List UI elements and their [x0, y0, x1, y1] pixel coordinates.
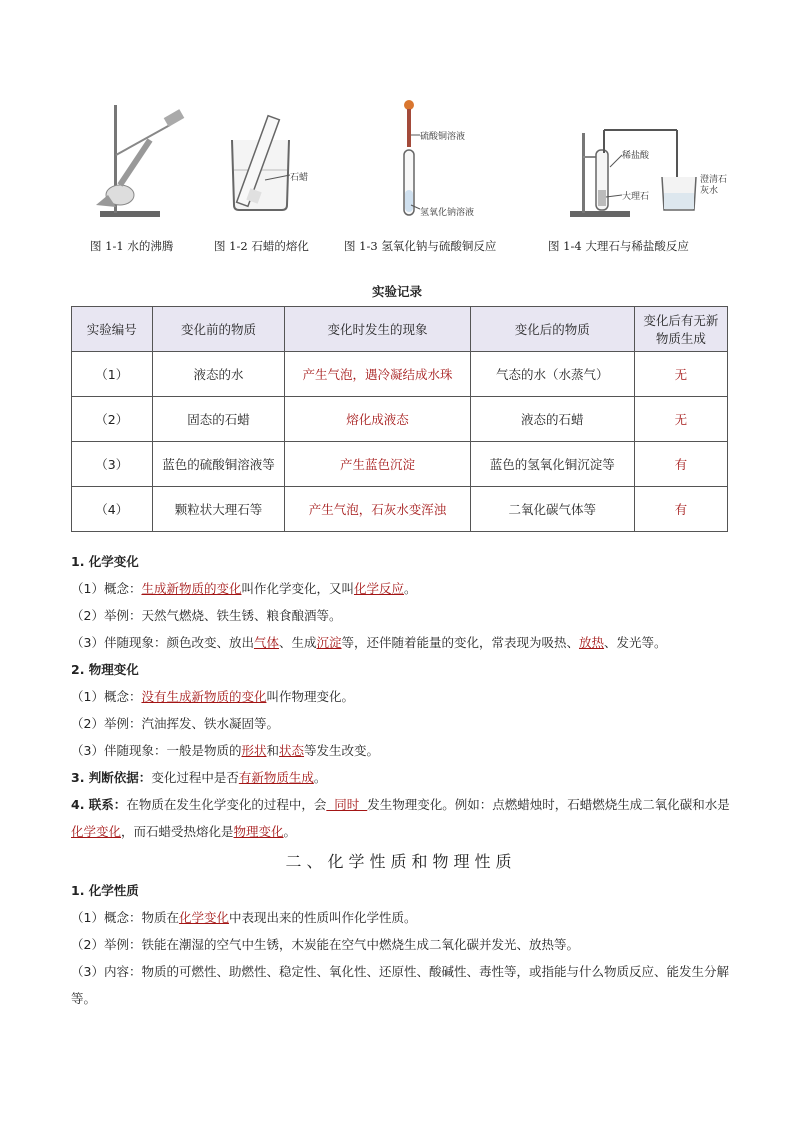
section-title-properties: 二、化学性质和物理性质: [285, 852, 517, 871]
cell-phenomenon: 熔化成液态: [285, 397, 470, 442]
beaker-illustration: [220, 95, 340, 220]
marble-label: 大理石: [622, 192, 650, 202]
caption-fig2: 图 1-2 石蜡的熔化: [214, 239, 309, 253]
figure-paraffin: [220, 95, 340, 225]
caption-fig1: 图 1-1 水的沸腾: [90, 239, 174, 253]
header-after: 变化后的物质: [470, 307, 634, 352]
table-row: [72, 397, 728, 442]
figure-marble-acid: [562, 95, 732, 225]
section-physical-change-title: 2. 物理变化: [71, 662, 139, 677]
table-row: [72, 442, 728, 487]
limewater-label: 澄清石灰水: [700, 175, 728, 196]
figure-strip: [80, 95, 730, 225]
experiment-table: [71, 306, 728, 532]
table-row: [72, 352, 728, 397]
cell-new-substance: 有: [634, 487, 727, 532]
section-chemical-change-title: 1. 化学变化: [71, 554, 139, 569]
chemical-change-phenomena: （3）伴随现象：颜色改变、放出气体、生成沉淀等，还伴随着能量的变化，常表现为吸热、放热、发光等。: [71, 635, 667, 650]
header-phenomenon: 变化时发生的现象: [285, 307, 470, 352]
header-id: 实验编号: [72, 307, 153, 352]
cuso4-label: 硫酸铜溶液: [420, 132, 466, 142]
figure-boiling-water: [80, 95, 210, 225]
cell-id: （3）: [72, 442, 153, 487]
section-chemical-property-title: 1. 化学性质: [71, 883, 139, 898]
notes-body: [71, 548, 731, 1012]
naoh-label: 氢氧化钠溶液: [420, 208, 475, 218]
chemical-change-examples: （2）举例：天然气燃烧、铁生锈、粮食酿酒等。: [71, 608, 342, 623]
figure-captions: [86, 238, 726, 258]
paraffin-label: 石蜡: [290, 173, 309, 183]
cell-id: （1）: [72, 352, 153, 397]
chemical-change-concept: （1）概念：生成新物质的变化叫作化学变化，又叫化学反应。: [71, 581, 417, 596]
cell-before: 颗粒状大理石等: [152, 487, 285, 532]
cell-new-substance: 无: [634, 352, 727, 397]
physical-change-phenomena: （3）伴随现象：一般是物质的形状和状态等发生改变。: [71, 743, 380, 758]
chemical-property-contents: （3）内容：物质的可燃性、助燃性、稳定性、氧化性、还原性、酸碱性、毒性等，或指能与什么物质反应、能发生分解等。: [71, 964, 729, 1006]
table-header-row: [72, 307, 728, 352]
cell-before: 液态的水: [152, 352, 285, 397]
cell-new-substance: 有: [634, 442, 727, 487]
caption-fig3: 图 1-3 氢氧化钠与硫酸铜反应: [344, 239, 497, 253]
caption-fig4: 图 1-4 大理石与稀盐酸反应: [548, 239, 689, 253]
header-before: 变化前的物质: [152, 307, 285, 352]
cell-phenomenon: 产生气泡，石灰水变浑浊: [285, 487, 470, 532]
header-new-substance: 变化后有无新物质生成: [634, 307, 727, 352]
chemical-property-concept: （1）概念：物质在化学变化中表现出来的性质叫作化学性质。: [71, 910, 417, 925]
table-row: [72, 487, 728, 532]
cell-after: 液态的石蜡: [470, 397, 634, 442]
test-tube-illustration: [380, 95, 510, 220]
acid-label: 稀盐酸: [622, 151, 650, 161]
judgment-basis: 3. 判断依据：变化过程中是否有新物质生成。: [71, 770, 327, 785]
physical-change-concept: （1）概念：没有生成新物质的变化叫作物理变化。: [71, 689, 354, 704]
cell-after: 气态的水（水蒸气）: [470, 352, 634, 397]
table-title: 实验记录: [371, 284, 422, 299]
physical-change-examples: （2）举例：汽油挥发、铁水凝固等。: [71, 716, 279, 731]
relation-paragraph: 4. 联系：在物质在发生化学变化的过程中，会 同时 发生物理变化。例如：点燃蜡烛时，石蜡燃烧生成二氧化碳和水是化学变化，而石蜡受热熔化是物理变化。: [71, 797, 730, 839]
cell-id: （2）: [72, 397, 153, 442]
cell-before: 蓝色的硫酸铜溶液等: [152, 442, 285, 487]
cell-after: 二氧化碳气体等: [470, 487, 634, 532]
chemical-property-examples: （2）举例：铁能在潮湿的空气中生锈，木炭能在空气中燃烧生成二氧化碳并发光、放热等。: [71, 937, 579, 952]
boiling-apparatus-illustration: [80, 95, 210, 220]
cell-phenomenon: 产生蓝色沉淀: [285, 442, 470, 487]
cell-id: （4）: [72, 487, 153, 532]
cell-phenomenon: 产生气泡，遇冷凝结成水珠: [285, 352, 470, 397]
figure-naoh-cuso4: [380, 95, 510, 225]
cell-before: 固态的石蜡: [152, 397, 285, 442]
cell-after: 蓝色的氢氧化铜沉淀等: [470, 442, 634, 487]
cell-new-substance: 无: [634, 397, 727, 442]
